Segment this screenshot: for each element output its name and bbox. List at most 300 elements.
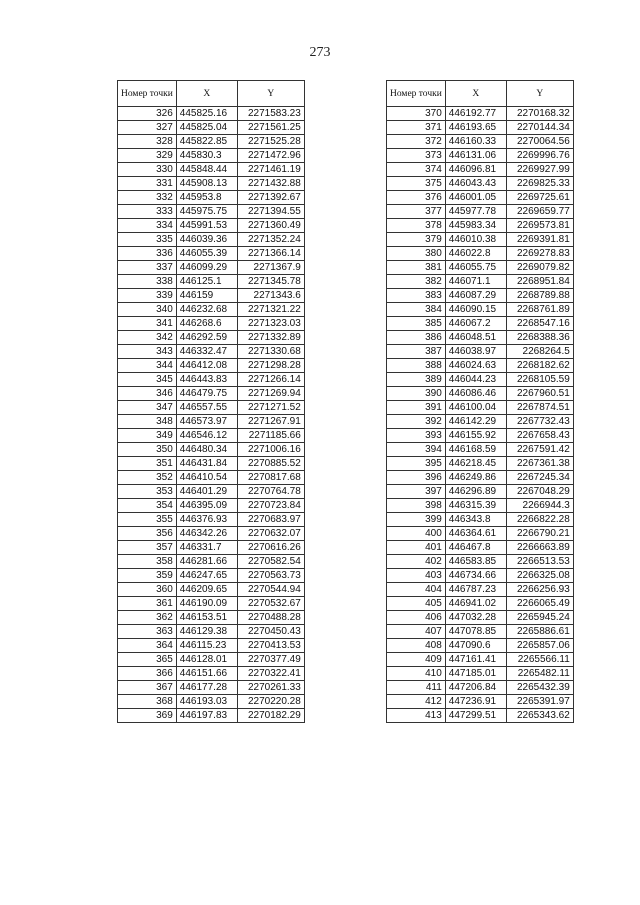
table-row [387,387,574,401]
table-row [387,331,574,345]
y-coordinate-cell: 2270723.84 [237,499,304,513]
y-coordinate-cell: 2265343.62 [506,709,573,723]
y-coordinate-cell: 2271006.16 [237,443,304,457]
point-number-cell: 344 [118,359,177,373]
x-coordinate-cell: 446787.23 [445,583,506,597]
x-coordinate-cell: 446734.66 [445,569,506,583]
table-row [387,471,574,485]
point-number-cell: 362 [118,611,177,625]
point-number-cell: 379 [387,233,446,247]
x-coordinate-cell: 447185.01 [445,667,506,681]
x-coordinate-cell: 446159 [176,289,237,303]
y-coordinate-cell: 2271352.24 [237,233,304,247]
y-coordinate-cell: 2266065.49 [506,597,573,611]
point-number-cell: 352 [118,471,177,485]
table-row [387,135,574,149]
table-row [118,233,305,247]
x-coordinate-cell: 446193.65 [445,121,506,135]
point-number-cell: 390 [387,387,446,401]
point-number-cell: 345 [118,373,177,387]
header-point-number: Номер точки [387,81,446,107]
point-number-cell: 407 [387,625,446,639]
point-number-cell: 406 [387,611,446,625]
y-coordinate-cell: 2271461.19 [237,163,304,177]
table-row [118,485,305,499]
point-number-cell: 393 [387,429,446,443]
table-row [118,695,305,709]
y-coordinate-cell: 2269996.76 [506,149,573,163]
point-number-cell: 398 [387,499,446,513]
table-row [118,275,305,289]
point-number-cell: 394 [387,443,446,457]
point-number-cell: 372 [387,135,446,149]
point-number-cell: 346 [118,387,177,401]
y-coordinate-cell: 2267874.51 [506,401,573,415]
point-number-cell: 402 [387,555,446,569]
point-number-cell: 330 [118,163,177,177]
table-row [387,275,574,289]
table-row [387,457,574,471]
y-coordinate-cell: 2271392.67 [237,191,304,205]
table-row [387,443,574,457]
point-number-cell: 347 [118,401,177,415]
table-row [387,261,574,275]
point-number-cell: 366 [118,667,177,681]
x-coordinate-cell: 446479.75 [176,387,237,401]
y-coordinate-cell: 2268388.36 [506,331,573,345]
point-number-cell: 351 [118,457,177,471]
point-number-cell: 333 [118,205,177,219]
x-coordinate-cell: 445983.34 [445,219,506,233]
point-number-cell: 374 [387,163,446,177]
table-row [118,443,305,457]
x-coordinate-cell: 446546.12 [176,429,237,443]
y-coordinate-cell: 2266256.93 [506,583,573,597]
table-row [387,569,574,583]
table-row [387,205,574,219]
point-number-cell: 341 [118,317,177,331]
x-coordinate-cell: 446247.65 [176,569,237,583]
point-number-cell: 377 [387,205,446,219]
point-number-cell: 360 [118,583,177,597]
table-header-row [118,81,305,107]
table-row [387,611,574,625]
x-coordinate-cell: 446039.36 [176,233,237,247]
header-y: Y [237,81,304,107]
table-row [118,611,305,625]
x-coordinate-cell: 447078.85 [445,625,506,639]
y-coordinate-cell: 2266944.3 [506,499,573,513]
point-number-cell: 396 [387,471,446,485]
x-coordinate-cell: 446087.29 [445,289,506,303]
y-coordinate-cell: 2270450.43 [237,625,304,639]
x-coordinate-cell: 446131.06 [445,149,506,163]
y-coordinate-cell: 2267960.51 [506,387,573,401]
x-coordinate-cell: 446376.93 [176,513,237,527]
table-row [387,303,574,317]
x-coordinate-cell: 447206.84 [445,681,506,695]
table-row [387,681,574,695]
point-number-cell: 348 [118,415,177,429]
point-number-cell: 329 [118,149,177,163]
y-coordinate-cell: 2266513.53 [506,555,573,569]
y-coordinate-cell: 2265945.24 [506,611,573,625]
y-coordinate-cell: 2271366.14 [237,247,304,261]
y-coordinate-cell: 2267245.34 [506,471,573,485]
table-row [118,625,305,639]
point-number-cell: 376 [387,191,446,205]
point-number-cell: 370 [387,107,446,121]
point-number-cell: 382 [387,275,446,289]
y-coordinate-cell: 2270817.68 [237,471,304,485]
table-row [387,583,574,597]
table-row [387,121,574,135]
y-coordinate-cell: 2271394.55 [237,205,304,219]
point-number-cell: 395 [387,457,446,471]
y-coordinate-cell: 2271267.91 [237,415,304,429]
y-coordinate-cell: 2271583.23 [237,107,304,121]
y-coordinate-cell: 2270544.94 [237,583,304,597]
table-row [118,667,305,681]
point-number-cell: 363 [118,625,177,639]
point-number-cell: 354 [118,499,177,513]
point-number-cell: 412 [387,695,446,709]
table-row [118,359,305,373]
x-coordinate-cell: 446129.38 [176,625,237,639]
y-coordinate-cell: 2266822.28 [506,513,573,527]
x-coordinate-cell: 446941.02 [445,597,506,611]
x-coordinate-cell: 446100.04 [445,401,506,415]
table-row [387,247,574,261]
point-number-cell: 368 [118,695,177,709]
table-row [387,359,574,373]
y-coordinate-cell: 2270144.34 [506,121,573,135]
y-coordinate-cell: 2270220.28 [237,695,304,709]
x-coordinate-cell: 446168.59 [445,443,506,457]
table-row [118,149,305,163]
point-number-cell: 392 [387,415,446,429]
point-number-cell: 387 [387,345,446,359]
point-number-cell: 336 [118,247,177,261]
x-coordinate-cell: 446296.89 [445,485,506,499]
y-coordinate-cell: 2270488.28 [237,611,304,625]
point-number-cell: 357 [118,541,177,555]
point-number-cell: 411 [387,681,446,695]
point-number-cell: 350 [118,443,177,457]
y-coordinate-cell: 2271472.96 [237,149,304,163]
y-coordinate-cell: 2270322.41 [237,667,304,681]
table-row [387,289,574,303]
point-number-cell: 409 [387,653,446,667]
x-coordinate-cell: 447161.41 [445,653,506,667]
x-coordinate-cell: 446038.97 [445,345,506,359]
point-number-cell: 340 [118,303,177,317]
x-coordinate-cell: 446480.34 [176,443,237,457]
y-coordinate-cell: 2271323.03 [237,317,304,331]
y-coordinate-cell: 2271266.14 [237,373,304,387]
y-coordinate-cell: 2269825.33 [506,177,573,191]
x-coordinate-cell: 446086.46 [445,387,506,401]
y-coordinate-cell: 2268951.84 [506,275,573,289]
x-coordinate-cell: 445825.04 [176,121,237,135]
x-coordinate-cell: 446410.54 [176,471,237,485]
table-row [387,219,574,233]
table-row [118,261,305,275]
table-row [387,709,574,723]
table-row [387,513,574,527]
table-row [118,345,305,359]
x-coordinate-cell: 446412.08 [176,359,237,373]
x-coordinate-cell: 446010.38 [445,233,506,247]
y-coordinate-cell: 2269391.81 [506,233,573,247]
y-coordinate-cell: 2266325.08 [506,569,573,583]
x-coordinate-cell: 446342.26 [176,527,237,541]
table-row [118,541,305,555]
point-number-cell: 334 [118,219,177,233]
point-number-cell: 359 [118,569,177,583]
table-row [118,513,305,527]
y-coordinate-cell: 2271330.68 [237,345,304,359]
table-row [118,471,305,485]
x-coordinate-cell: 445977.78 [445,205,506,219]
x-coordinate-cell: 446067.2 [445,317,506,331]
point-number-cell: 380 [387,247,446,261]
point-number-cell: 410 [387,667,446,681]
table-row [118,247,305,261]
y-coordinate-cell: 2270563.73 [237,569,304,583]
x-coordinate-cell: 446044.23 [445,373,506,387]
x-coordinate-cell: 446364.61 [445,527,506,541]
y-coordinate-cell: 2269079.82 [506,261,573,275]
x-coordinate-cell: 445825.16 [176,107,237,121]
point-number-cell: 337 [118,261,177,275]
y-coordinate-cell: 2271343.6 [237,289,304,303]
y-coordinate-cell: 2267732.43 [506,415,573,429]
x-coordinate-cell: 446467.8 [445,541,506,555]
point-number-cell: 369 [118,709,177,723]
table-row [118,639,305,653]
table-row [118,653,305,667]
y-coordinate-cell: 2267048.29 [506,485,573,499]
y-coordinate-cell: 2270261.33 [237,681,304,695]
y-coordinate-cell: 2265857.06 [506,639,573,653]
y-coordinate-cell: 2268105.59 [506,373,573,387]
table-row [387,695,574,709]
table-body-right [387,107,574,723]
y-coordinate-cell: 2265432.39 [506,681,573,695]
x-coordinate-cell: 446401.29 [176,485,237,499]
x-coordinate-cell: 446115.23 [176,639,237,653]
x-coordinate-cell: 446557.55 [176,401,237,415]
table-row [387,233,574,247]
y-coordinate-cell: 2271332.89 [237,331,304,345]
y-coordinate-cell: 2265391.97 [506,695,573,709]
point-number-cell: 386 [387,331,446,345]
point-number-cell: 373 [387,149,446,163]
point-number-cell: 378 [387,219,446,233]
point-number-cell: 361 [118,597,177,611]
table-row [387,107,574,121]
x-coordinate-cell: 446431.84 [176,457,237,471]
point-number-cell: 339 [118,289,177,303]
x-coordinate-cell: 446190.09 [176,597,237,611]
table-body-left [118,107,305,723]
point-number-cell: 331 [118,177,177,191]
y-coordinate-cell: 2269278.83 [506,247,573,261]
x-coordinate-cell: 446160.33 [445,135,506,149]
coordinates-table-right [386,80,574,723]
table-row [118,163,305,177]
x-coordinate-cell: 445991.53 [176,219,237,233]
table-row [387,177,574,191]
point-number-cell: 328 [118,135,177,149]
x-coordinate-cell: 446055.39 [176,247,237,261]
x-coordinate-cell: 446583.85 [445,555,506,569]
y-coordinate-cell: 2271321.22 [237,303,304,317]
table-header-row [387,81,574,107]
table-row [387,317,574,331]
table-row [118,429,305,443]
point-number-cell: 405 [387,597,446,611]
point-number-cell: 401 [387,541,446,555]
x-coordinate-cell: 446281.66 [176,555,237,569]
x-coordinate-cell: 446099.29 [176,261,237,275]
x-coordinate-cell: 446331.7 [176,541,237,555]
table-row [387,401,574,415]
y-coordinate-cell: 2268761.89 [506,303,573,317]
table-row [387,667,574,681]
x-coordinate-cell: 445975.75 [176,205,237,219]
y-coordinate-cell: 2269659.77 [506,205,573,219]
header-x: X [445,81,506,107]
y-coordinate-cell: 2268264.5 [506,345,573,359]
point-number-cell: 381 [387,261,446,275]
table-row [118,555,305,569]
table-row [387,653,574,667]
point-number-cell: 397 [387,485,446,499]
x-coordinate-cell: 445908.13 [176,177,237,191]
y-coordinate-cell: 2270632.07 [237,527,304,541]
table-row [387,429,574,443]
y-coordinate-cell: 2271360.49 [237,219,304,233]
x-coordinate-cell: 446071.1 [445,275,506,289]
table-row [118,191,305,205]
x-coordinate-cell: 446177.28 [176,681,237,695]
point-number-cell: 342 [118,331,177,345]
table-row [387,373,574,387]
x-coordinate-cell: 445822.85 [176,135,237,149]
header-x: X [176,81,237,107]
y-coordinate-cell: 2267591.42 [506,443,573,457]
point-number-cell: 358 [118,555,177,569]
table-row [387,527,574,541]
table-row [118,121,305,135]
y-coordinate-cell: 2268547.16 [506,317,573,331]
x-coordinate-cell: 446128.01 [176,653,237,667]
y-coordinate-cell: 2271561.25 [237,121,304,135]
point-number-cell: 353 [118,485,177,499]
x-coordinate-cell: 446001.05 [445,191,506,205]
x-coordinate-cell: 446155.92 [445,429,506,443]
y-coordinate-cell: 2265566.11 [506,653,573,667]
y-coordinate-cell: 2269573.81 [506,219,573,233]
y-coordinate-cell: 2271525.28 [237,135,304,149]
y-coordinate-cell: 2266663.89 [506,541,573,555]
x-coordinate-cell: 447299.51 [445,709,506,723]
y-coordinate-cell: 2271185.66 [237,429,304,443]
header-y: Y [506,81,573,107]
x-coordinate-cell: 446125.1 [176,275,237,289]
point-number-cell: 338 [118,275,177,289]
x-coordinate-cell: 446193.03 [176,695,237,709]
point-number-cell: 413 [387,709,446,723]
table-row [118,709,305,723]
y-coordinate-cell: 2269927.99 [506,163,573,177]
x-coordinate-cell: 446232.68 [176,303,237,317]
x-coordinate-cell: 446142.29 [445,415,506,429]
x-coordinate-cell: 446022.8 [445,247,506,261]
x-coordinate-cell: 446573.97 [176,415,237,429]
x-coordinate-cell: 446024.63 [445,359,506,373]
y-coordinate-cell: 2267658.43 [506,429,573,443]
table-row [118,415,305,429]
y-coordinate-cell: 2270764.78 [237,485,304,499]
point-number-cell: 384 [387,303,446,317]
x-coordinate-cell: 446055.75 [445,261,506,275]
point-number-cell: 356 [118,527,177,541]
x-coordinate-cell: 446332.47 [176,345,237,359]
table-row [118,597,305,611]
y-coordinate-cell: 2271271.52 [237,401,304,415]
x-coordinate-cell: 446343.8 [445,513,506,527]
point-number-cell: 383 [387,289,446,303]
x-coordinate-cell: 446292.59 [176,331,237,345]
x-coordinate-cell: 445953.8 [176,191,237,205]
header-point-number: Номер точки [118,81,177,107]
y-coordinate-cell: 2270616.26 [237,541,304,555]
x-coordinate-cell: 445830.3 [176,149,237,163]
table-row [387,345,574,359]
x-coordinate-cell: 446090.15 [445,303,506,317]
x-coordinate-cell: 445848.44 [176,163,237,177]
table-row [118,569,305,583]
x-coordinate-cell: 446153.51 [176,611,237,625]
y-coordinate-cell: 2271432.88 [237,177,304,191]
point-number-cell: 371 [387,121,446,135]
x-coordinate-cell: 446197.83 [176,709,237,723]
point-number-cell: 349 [118,429,177,443]
x-coordinate-cell: 446315.39 [445,499,506,513]
point-number-cell: 404 [387,583,446,597]
x-coordinate-cell: 447032.28 [445,611,506,625]
table-row [387,415,574,429]
table-row [118,107,305,121]
table-row [387,639,574,653]
y-coordinate-cell: 2270683.97 [237,513,304,527]
x-coordinate-cell: 446218.45 [445,457,506,471]
point-number-cell: 326 [118,107,177,121]
table-row [387,485,574,499]
point-number-cell: 367 [118,681,177,695]
y-coordinate-cell: 2269725.61 [506,191,573,205]
table-row [118,177,305,191]
point-number-cell: 343 [118,345,177,359]
point-number-cell: 327 [118,121,177,135]
table-row [387,597,574,611]
table-row [387,541,574,555]
table-row [387,149,574,163]
y-coordinate-cell: 2270582.54 [237,555,304,569]
